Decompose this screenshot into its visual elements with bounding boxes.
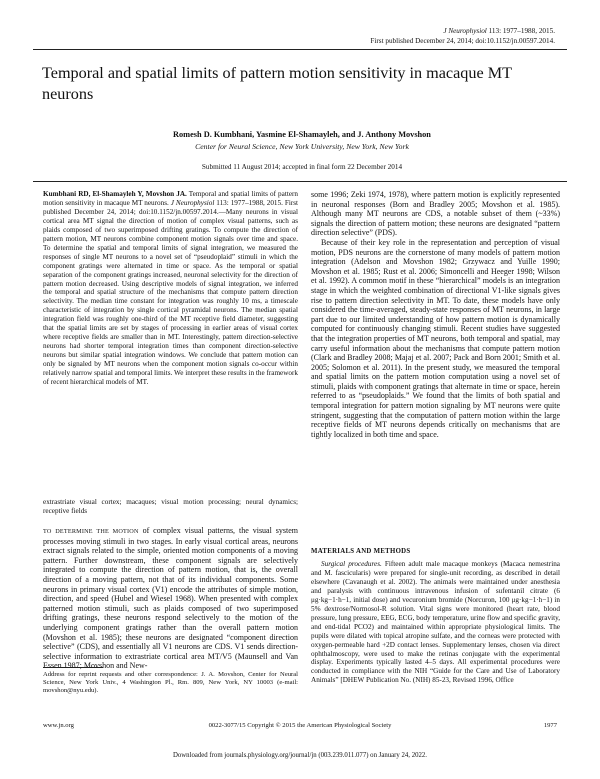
methods-section <box>311 560 560 685</box>
footer-copyright: 0022-3077/15 Copyright © 2015 the American Physiological Society <box>208 722 392 729</box>
methods-subheading: Surgical procedures. <box>321 560 382 568</box>
footnote-rule <box>43 667 103 668</box>
intro-paragraph: some 1996; Zeki 1974, 1978), where pattern motion is explicitly represented in neuronal responses (Born and Bradley 2005; Movshon et al. 1985). Although many MT neurons are CDS, a notable subset of them (~33%) signals the direction of pattern motion; these neurons are designated “pattern direction selective” (PDS). <box>311 190 560 238</box>
header-rule <box>33 49 567 50</box>
article-title: Temporal and spatial limits of pattern motion sensitivity in macaque MT neurons <box>42 64 512 103</box>
authors: Romesh D. Kumbhani, Yasmine El-Shamayleh, and J. Anthony Movshon <box>173 130 431 139</box>
affiliation: Center for Neural Science, New York University, New York, New York <box>195 142 409 151</box>
download-notice: Downloaded from journals.physiology.org/journal/jn (003.239.011.077) on January 24, 2022. <box>172 752 428 759</box>
published-line: First published December 24, 2014; doi:10.1152/jn.00597.2014. <box>370 36 555 45</box>
journal-reference <box>370 27 555 46</box>
abstract <box>43 190 298 387</box>
abstract-cite-rest: 113: 1977–1988, 2015. First published December 24, 2014; doi:10.1152/jn.00597.2014. <box>43 198 299 216</box>
footer-site: www.jn.org <box>43 722 74 729</box>
abstract-cite-title: Temporal and spatial limits of pattern motion sensitivity in macaque MT neurons. <box>43 190 299 207</box>
intro-paragraph: Because of their key role in the representation and perception of visual motion, PDS neurons are the cornerstone of many models of pattern motion integration (Adelson and Movshon 1982; Grzywacz and Yuille 1990; Movshon et al. 1985; Rust et al. 2006; Simoncelli and Heeger 1998; Wilson et al. 1992). A common motif in these “hierarchical” models is an integration stage in which the weighted combination of directional V1-like signals gives rise to pattern direction selectivity in MT. To date, these models have only considered the time-averaged, steady-state responses of MT neurons, in large part due to our limited understanding of how pattern motion is dynamically computed for continuously changing stimuli. Recent studies have suggested that the integration properties of MT neurons, both temporal and spatial, may carry useful information about the mechanisms that compute pattern motion (Clark and Bradley 2008; Majaj et al. 2007; Pack and Born 2001; Smith et al. 2005; Solomon et al. 2011). In the present study, we measured the temporal and spatial limits on the pattern motion computation using a novel set of stimuli, plaids with component gratings that alternate in time or space, herein referred to as “pseudoplaids.” We found that the limits of both spatial and temporal integration for pattern motion signaling by MT neurons were quite stringent, suggesting that the computation of pattern motion within the large receptive fields of MT neurons depends critically on mechanisms that are tightly localized in both time and space. <box>311 237 560 439</box>
journal-name: J Neurophysiol <box>443 27 487 35</box>
abstract-cite-authors: Kumbhani RD, El-Shamayleh Y, Movshon JA. <box>43 190 187 198</box>
page-number: 1977 <box>543 722 557 729</box>
journal-citation: 113: 1977–1988, 2015. <box>488 27 555 35</box>
abstract-body: —Many neurons in visual cortical area MT signal the direction of motion of complex visual patterns, such as plaids composed of two superimposed drifting gratings. To compute the direction of pattern motion, MT neurons combine component motion signals over time and space. To determine the spatial and temporal limits of signal integration, we measured the responses of single MT neurons to a novel set of “pseudoplaid” stimuli in which the component gratings were alternated in time or space. As the temporal or spatial separation of the component gratings increased, neuronal selectivity for the direction of pattern motion decreased. Using descriptive models of signal integration, we inferred the temporal and spatial structure of the mechanisms that compute pattern direction selectivity. The median time constant for integration was roughly 10 ms, a timescale characteristic of integration by single cortical pyramidal neurons. The median spatial integration field was roughly one-third of the MT receptive field diameter, suggesting that the spatial limits are set by stages of processing in earlier areas of visual cortex where receptive fields are smaller than in MT. Interestingly, pattern direction-selective neurons had shorter temporal integration times than component direction-selective neurons but similar spatial integration windows. We conclude that pattern motion can only be signaled by MT neurons when the component motion signals co-occur within relatively narrow spatial and temporal limits. We interpret these results in the framework of recent hierarchical models of MT. <box>43 207 298 387</box>
introduction <box>43 526 298 671</box>
intro-lead: TO DETERMINE THE MOTION <box>43 528 139 535</box>
correspondence-footnote: Address for reprint requests and other correspondence: J. A. Movshon, Center for Neural Science, New York Univ., 4 Washington Pl., Rm. 809, New York, NY 10003 (e-mail: movshon@nyu.edu). <box>43 671 298 694</box>
keywords: extrastriate visual cortex; macaques; visual motion processing; neural dynamics; receptive fields <box>43 498 298 515</box>
abstract-cite-journal: J Neurophysiol <box>170 198 215 207</box>
methods-body: Fifteen adult male macaque monkeys (Macaca nemestrina and M. fascicularis) were prepared for single-unit recording, as described in detail elsewhere (Cavanaugh et al. 2002). The animals were maintained under anesthesia and paralysis with continuous intravenous infusion of sufentanil citrate (6 μg·kg−1·h−1, initial dose) and vecuronium bromide (Norcuron, 100 μg·kg−1·h−1) in 5% dextrose/Normosol-R solution. Vital signs were monitored (heart rate, blood pressure, lung pressure, EEG, ECG, body temperature, urine flow and specific gravity, and end-tidal PCO2) and maintained within appropriate physiological limits. The pupils were dilated with topical atropine sulfate, and the corneas were protected with oxygen-permeable hard +2D contact lenses. Supplementary lenses, chosen via direct ophthalmoscopy, were used to make the retinas conjugate with the experimental display. Experiments typically lasted 4–5 days. All experimental procedures were conducted in compliance with the NIH “Guide for the Care and Use of Laboratory Animals” [DHEW Publication No. (NIH) 85-23, Revised 1996, Office <box>311 560 560 685</box>
intro-continued <box>311 190 560 439</box>
submission-dates: Submitted 11 August 2014; accepted in final form 22 December 2014 <box>201 163 403 171</box>
title-rule <box>33 181 567 182</box>
intro-body: of complex visual patterns, the visual system processes moving stimuli in two stages. In early visual cortical areas, neurons extract signals related to the simple, oriented motion components of a moving pattern. Further downstream, these component signals are selectively integrated to compute the direction of pattern motion, that is, the overall direction of a moving pattern, not that of its individual components. Some neurons in primary visual cortex (V1) encode the attributes of simple motion, direction, and speed (Hubel and Wiesel 1968). When presented with complex patterned motion stimuli, such as plaids composed of two superimposed drifting gratings, these neurons respond selectively to the motion of the underlying component gratings rather than the overall pattern motion (Movshon et al. 1985); these neurons are designated “component direction selective” (CDS), and essentially all V1 neurons are CDS. V1 sends direction-selective information to extrastriate cortical area MT/V5 (Maunsell and Van Essen 1987; Movshon and New- <box>43 526 298 671</box>
methods-heading: MATERIALS AND METHODS <box>311 548 411 555</box>
